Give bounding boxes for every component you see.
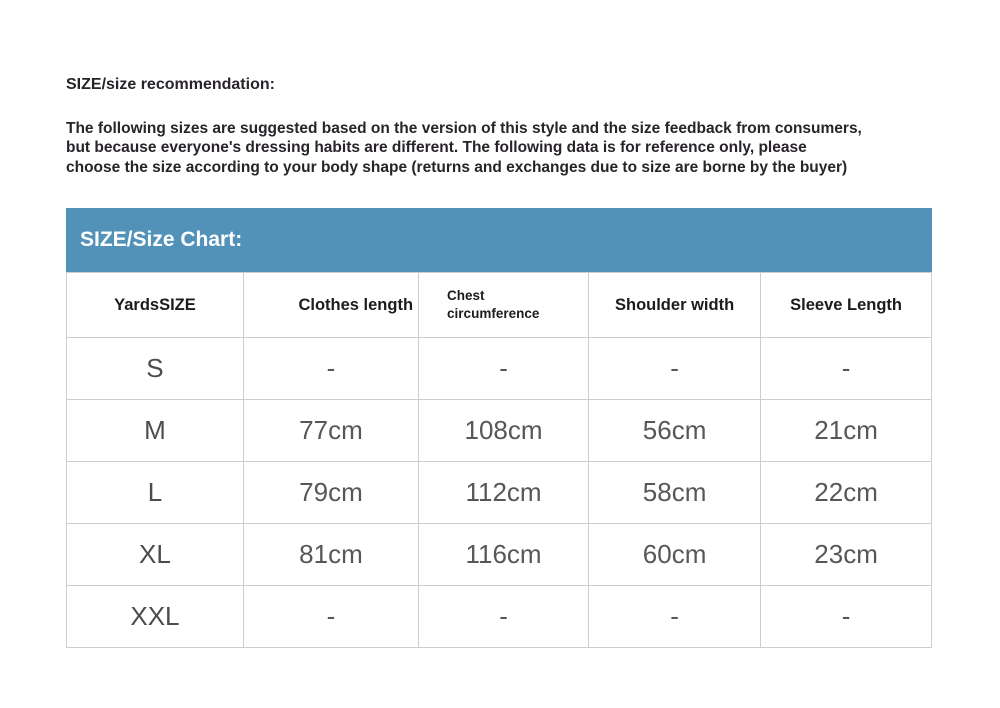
col-header-clothes-length: Clothes length	[243, 273, 418, 338]
table-cell: 60cm	[589, 524, 761, 586]
intro-line: The following sizes are suggested based on the version of this style and the size feedback from consumers,	[66, 120, 862, 137]
col-header-chest-circumference: Chest circumference	[419, 273, 589, 338]
col-header-sleeve-length: Sleeve Length	[761, 273, 932, 338]
table-row-m	[67, 400, 932, 462]
col-header-shoulder-width: Shoulder width	[589, 273, 761, 338]
size-cell: M	[67, 400, 244, 462]
table-cell: -	[243, 586, 418, 648]
table-cell: 77cm	[243, 400, 418, 462]
size-cell: S	[67, 338, 244, 400]
table-header-row	[67, 273, 932, 338]
table-cell: -	[419, 338, 589, 400]
table-row-l	[67, 462, 932, 524]
size-chart-title: SIZE/Size Chart:	[80, 228, 243, 252]
intro-line: but because everyone's dressing habits are different. The following data is for reference only, please	[66, 139, 807, 157]
table-row-s	[67, 338, 932, 400]
table-cell: -	[419, 586, 589, 648]
table-row-xxl	[67, 586, 932, 648]
size-chart	[66, 208, 932, 648]
table-cell: -	[761, 338, 932, 400]
table-cell: 58cm	[589, 462, 761, 524]
table-cell: 22cm	[761, 462, 932, 524]
table-row-xl	[67, 524, 932, 586]
table-cell: 56cm	[589, 400, 761, 462]
table-cell: -	[589, 586, 761, 648]
size-recommendation-heading: SIZE/size recommendation:	[66, 76, 275, 93]
size-cell: XXL	[67, 586, 244, 648]
table-cell: 79cm	[243, 462, 418, 524]
size-table	[66, 272, 932, 648]
table-cell: 116cm	[419, 524, 589, 586]
table-cell: 112cm	[419, 462, 589, 524]
table-cell: 21cm	[761, 400, 932, 462]
size-cell: XL	[67, 524, 244, 586]
table-cell: -	[589, 338, 761, 400]
intro-paragraph	[66, 119, 932, 177]
table-cell: 23cm	[761, 524, 932, 586]
table-cell: 81cm	[243, 524, 418, 586]
table-cell: -	[761, 586, 932, 648]
size-chart-banner	[66, 208, 932, 272]
table-cell: -	[243, 338, 418, 400]
intro-line: choose the size according to your body shape (returns and exchanges due to size are borne by the buyer)	[66, 158, 848, 176]
table-cell: 108cm	[419, 400, 589, 462]
col-header-yards-size: YardsSIZE	[67, 273, 244, 338]
size-cell: L	[67, 462, 244, 524]
